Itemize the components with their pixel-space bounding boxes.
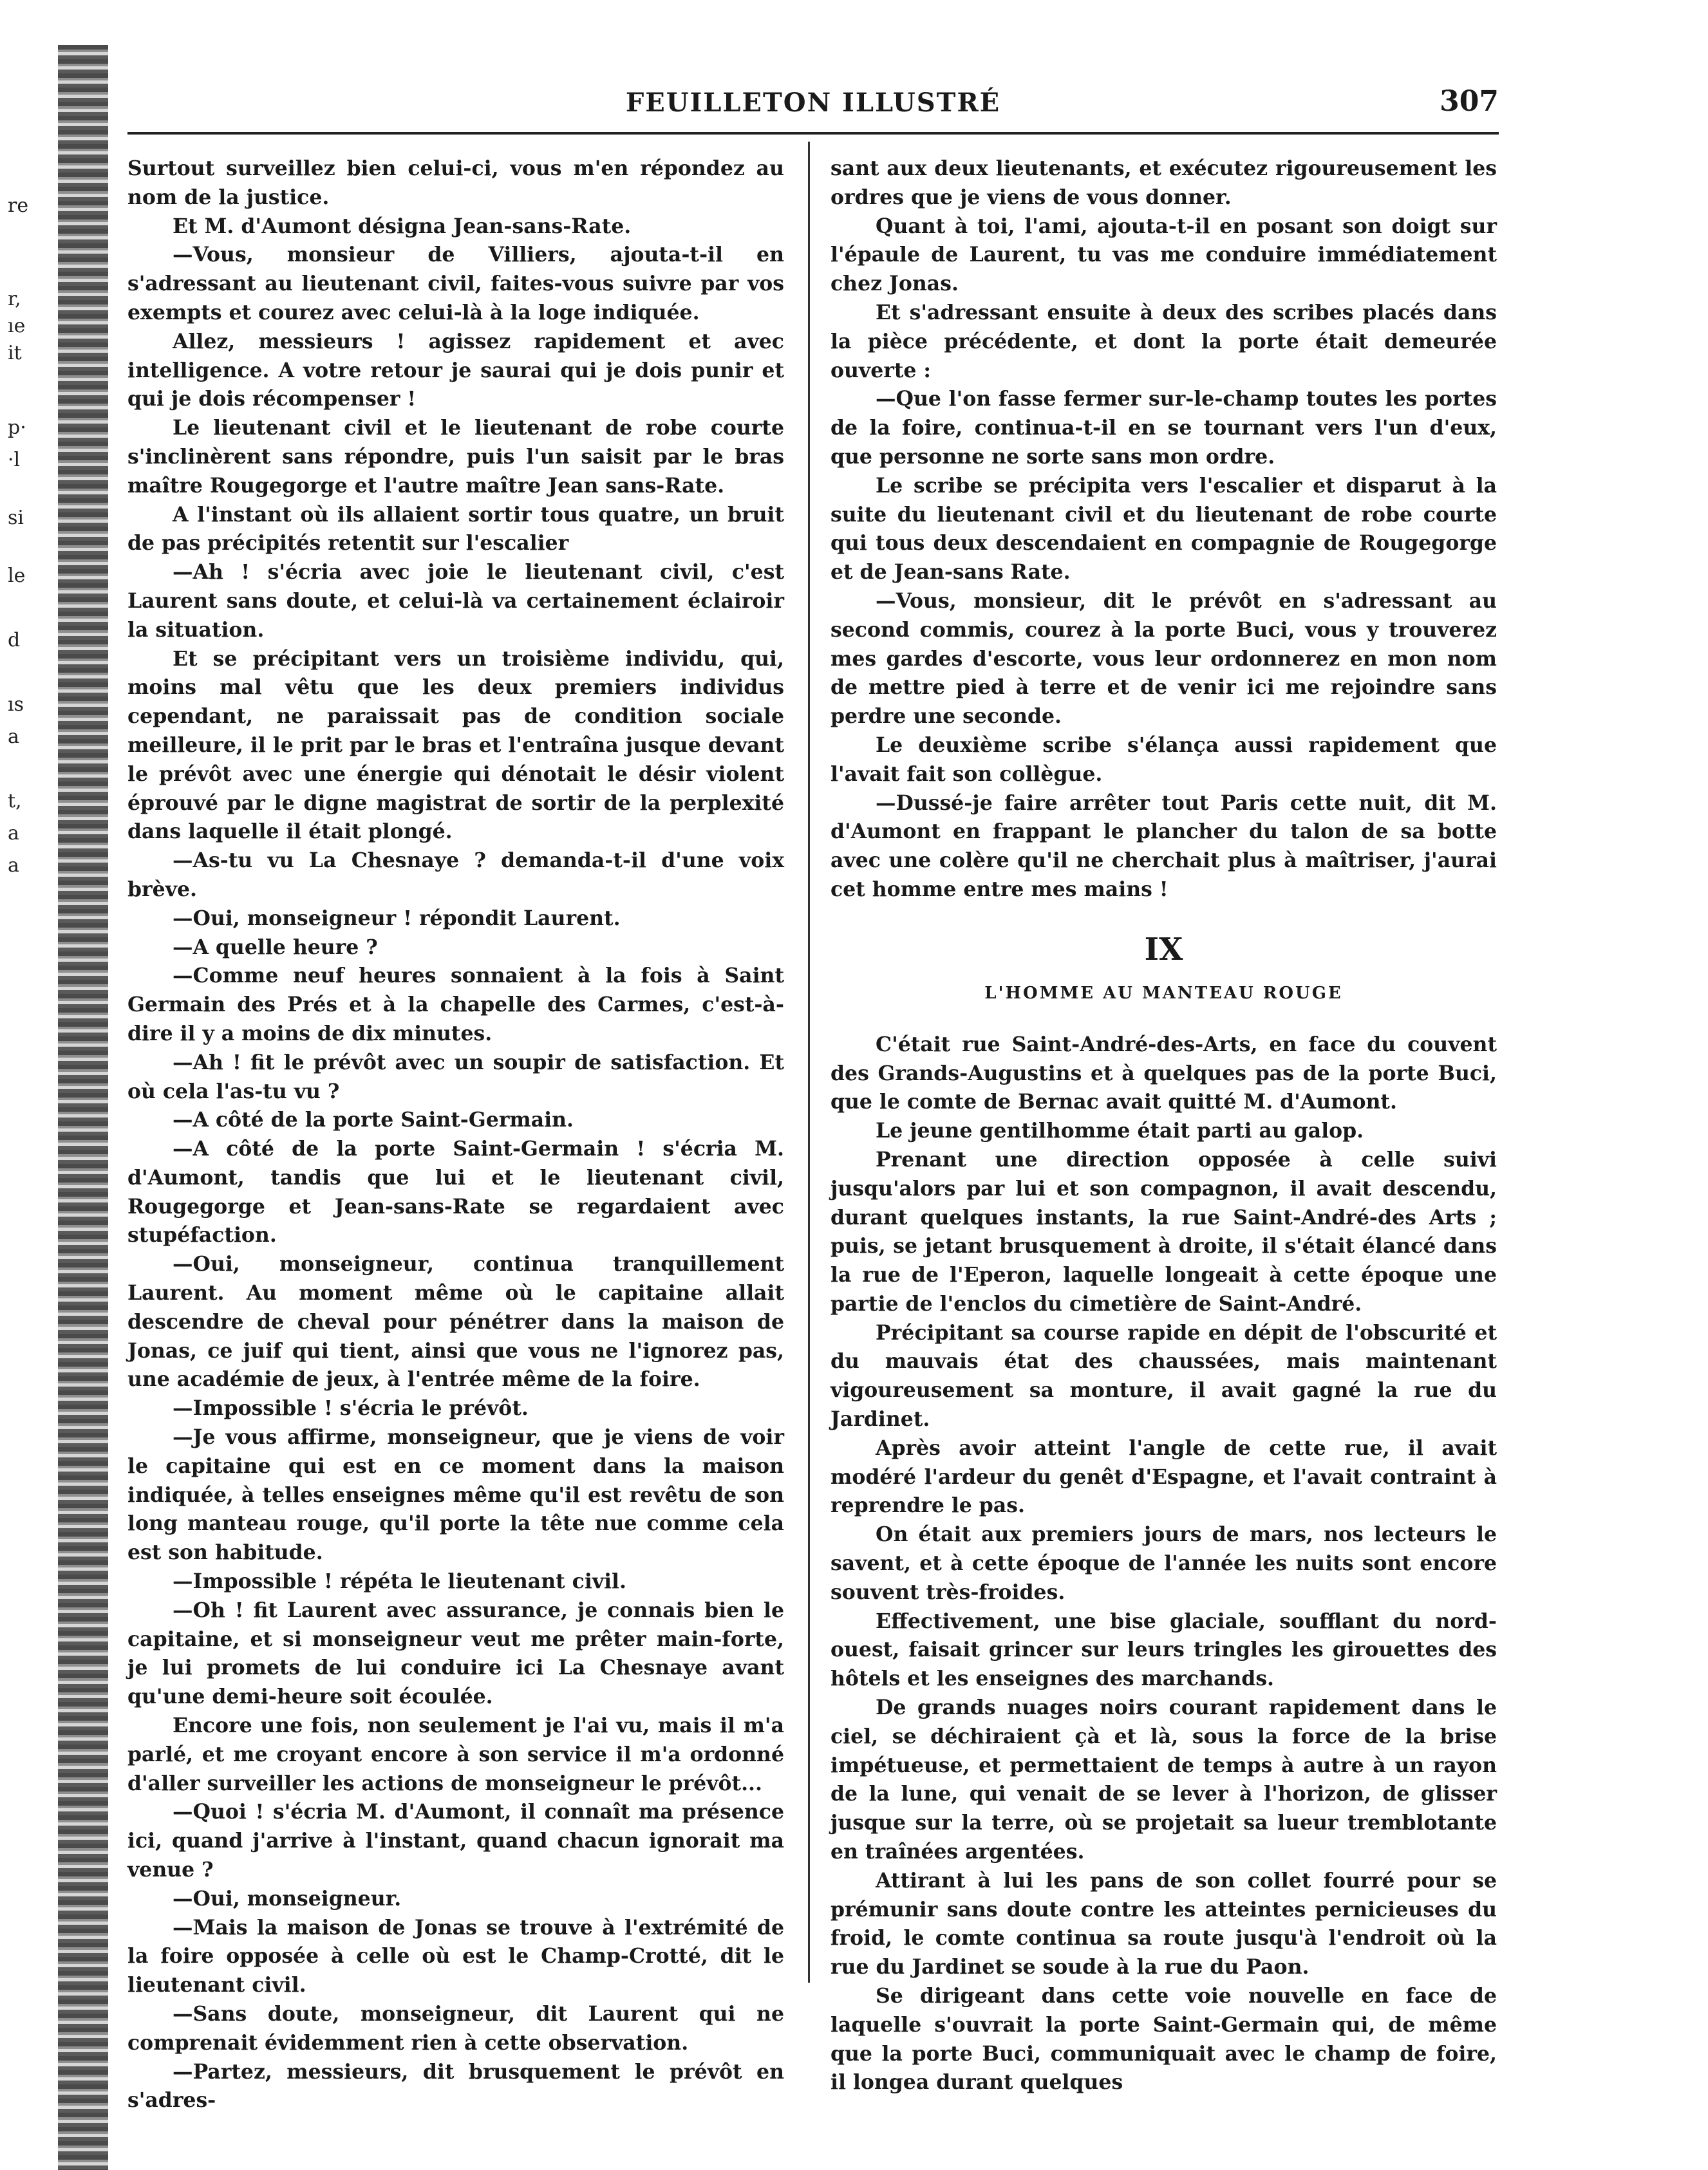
page-number: 307 [1440, 85, 1499, 118]
page-binding-edge [58, 45, 108, 2170]
paragraph: Le scribe se précipita vers l'escalier et disparut à la suite du lieutenant civil et du lieutenant de robe courte qui tous deux descendaient en compagnie de Rougegorge et de Jean-sans Rate. [831, 473, 1497, 585]
paragraph: Effectivement, une bise glaciale, soufflant du nord-ouest, faisait grincer sur leurs tringles les girouettes des hôtels et les enseignes des marchands. [831, 1609, 1497, 1691]
margin-fragment: a [8, 854, 19, 877]
paragraph: —Impossible ! s'écria le prévôt. [173, 1396, 529, 1421]
paragraph: —Mais la maison de Jonas se trouve à l'extrémité de la foire opposée à celle où est le Champ-Crotté, dit le lieutenant civil. [127, 1915, 784, 1997]
margin-fragment: d [8, 629, 21, 651]
paragraph: —Vous, monsieur de Villiers, ajouta-t-il en s'adressant au lieutenant civil, faites-vous suivre par vos exempts et courez avec celui-là à la loge indiquée. [127, 243, 784, 324]
paragraph: —A quelle heure ? [173, 935, 378, 959]
paragraph: —Impossible ! répéta le lieutenant civil. [173, 1569, 626, 1594]
margin-fragment: a [8, 725, 19, 748]
margin-fragment: ıe [8, 315, 26, 337]
paragraph: —A côté de la porte Saint-Germain ! s'écria M. d'Aumont, tandis que lui et le lieutenant civil, Rougegorge et Jean-sans-Rate se regardaient avec stupéfaction. [127, 1137, 784, 1248]
margin-fragment: le [8, 565, 26, 587]
paragraph: Encore une fois, non seulement je l'ai vu, mais il m'a parlé, et me croyant encore à son service il m'a ordonné d'aller surveiller les actions de monseigneur le prévôt... [127, 1714, 784, 1795]
paragraph: On était aux premiers jours de mars, nos lecteurs le savent, et à cette époque de l'année les nuits sont encore souvent très-froides. [831, 1522, 1497, 1604]
paragraph: Surtout surveillez bien celui-ci, vous m'en répondez au nom de la justice. [127, 156, 784, 209]
paragraph: Et se précipitant vers un troisième individu, qui, moins mal vêtu que les deux premiers individus cependant, ne paraissait pas de condition sociale meilleure, il le prit par le bras et l'entraîna jusque devant le prévôt avec une énergie qui dénotait le désir violent éprouvé par le digne magistrat de sortir de la perplexité dans laquelle il était plongé. [127, 646, 784, 844]
chapter-title: L'HOMME AU MANTEAU ROUGE [984, 983, 1343, 1003]
paragraph: Précipitant sa course rapide en dépit de l'obscurité et du mauvais état des chaussées, mais maintenant vigoureusement sa monture, il avait gagné la rue du Jardinet. [831, 1320, 1497, 1432]
paragraph: —Je vous affirme, monseigneur, que je viens de voir le capitaine qui est en ce moment dans la maison indiquée, à telles enseignes même qu'il est revêtu de son long manteau rouge, qu'il porte la tête nue comme cela est son habitude. [127, 1425, 784, 1565]
chapter-number: IX [1144, 931, 1183, 968]
paragraph: —Comme neuf heures sonnaient à la fois à Saint Germain des Prés et à la chapelle des Carmes, c'est-à-dire il y a moins de dix minutes. [127, 964, 784, 1045]
margin-fragment: si [8, 507, 24, 529]
paragraph: Et M. d'Aumont désigna Jean-sans-Rate. [173, 214, 632, 238]
margin-fragment: p· [8, 416, 26, 439]
margin-fragment: ·l [8, 449, 21, 471]
header-rule [127, 132, 1499, 135]
paragraph: —Vous, monsieur, dit le prévôt en s'adressant au second commis, courez à la porte Buci, vous y trouverez mes gardes d'escorte, vous leur ordonnerez en mon nom de mettre pied à terre et de venir ici me rejoindre sans perdre une seconde. [831, 588, 1497, 729]
paragraph: —Oui, monseigneur ! répondit Laurent. [173, 906, 621, 930]
paragraph: —Quoi ! s'écria M. d'Aumont, il connaît ma présence ici, quand j'arrive à l'instant, quand chacun ignorait ma venue ? [127, 1800, 784, 1882]
left-column [127, 154, 784, 2115]
paragraph: Après avoir atteint l'angle de cette rue, il avait modéré l'ardeur du genêt d'Espagne, et l'avait contraint à reprendre le pas. [831, 1436, 1497, 1518]
paragraph: Le jeune gentilhomme était parti au galop. [876, 1119, 1364, 1143]
paragraph: —Oui, monseigneur. [173, 1886, 402, 1911]
margin-fragment: r, [8, 288, 21, 310]
paragraph: —As-tu vu La Chesnaye ? demanda-t-il d'une voix brève. [127, 848, 784, 901]
paragraph: Attirant à lui les pans de son collet fourré pour se prémunir sans doute contre les atteintes pernicieuses du froid, le comte continua sa route jusqu'à l'endroit où la rue du Jardinet se soude à la rue du Paon. [831, 1868, 1497, 1979]
paragraph: Allez, messieurs ! agissez rapidement et avec intelligence. A votre retour je saurai qui je dois punir et qui je dois récompenser ! [127, 329, 784, 411]
paragraph: —A côté de la porte Saint-Germain. [173, 1108, 574, 1132]
margin-fragment: re [8, 194, 29, 217]
paragraph: Et s'adressant ensuite à deux des scribes placés dans la pièce précédente, et dont la porte était demeurée ouverte : [831, 300, 1497, 382]
margin-fragment: ıs [8, 693, 24, 716]
paragraph: sant aux deux lieutenants, et exécutez rigoureusement les ordres que je viens de vous donner. [831, 156, 1497, 209]
paragraph: Le deuxième scribe s'élança aussi rapidement que l'avait fait son collègue. [831, 733, 1497, 786]
paragraph: —Sans doute, monseigneur, dit Laurent qui ne comprenait évidemment rien à cette observation. [127, 2002, 784, 2055]
paragraph: A l'instant où ils allaient sortir tous quatre, un bruit de pas précipités retentit sur l'escalier [127, 502, 784, 556]
paragraph: —Oh ! fit Laurent avec assurance, je connais bien le capitaine, et si monseigneur veut me prêter main-forte, je lui promets de lui conduire ici La Chesnaye avant qu'une demi-heure soit écoulée. [127, 1598, 784, 1709]
running-header [127, 82, 1499, 134]
paragraph: —Ah ! fit le prévôt avec un soupir de satisfaction. Et où cela l'as-tu vu ? [127, 1050, 784, 1103]
paragraph: —Oui, monseigneur, continua tranquillement Laurent. Au moment même où le capitaine allait descendre de cheval pour pénétrer dans la maison de Jonas, ce juif qui tient, ainsi que vous ne l'ignorez pas, une académie de jeux, à l'entrée même de la foire. [127, 1252, 784, 1392]
margin-fragment: a [8, 822, 19, 845]
paragraph: —Dussé-je faire arrêter tout Paris cette nuit, dit M. d'Aumont en frappant le plancher du talon de sa botte avec une colère qu'il ne cherchait plus à maîtriser, j'aurai cet homme entre mes mains ! [831, 790, 1497, 901]
margin-fragment: it [8, 342, 22, 364]
paragraph: Prenant une direction opposée à celle suivi jusqu'alors par lui et son compagnon, il avait descendu, durant quelques instants, la rue Saint-André-des Arts ; puis, se jetant brusquement à droite, il s'était élancé dans la rue de l'Eperon, laquelle longeait à cette époque une partie de l'enclos du cimetière de Saint-André. [831, 1147, 1497, 1316]
paragraph: Se dirigeant dans cette voie nouvelle en face de laquelle s'ouvrait la porte Saint-Germain qui, de même que la porte Buci, communiquait avec le champ de foire, il longea durant quelques [831, 1984, 1497, 2095]
paragraph: —Ah ! s'écria avec joie le lieutenant civil, c'est Laurent sans doute, et celui-là va certainement éclairoir la situation. [127, 560, 784, 642]
paragraph: —Que l'on fasse fermer sur-le-champ toutes les portes de la foire, continua-t-il en se tournant vers l'un d'eux, que personne ne sorte sans mon ordre. [831, 387, 1497, 469]
running-title: FEUILLETON ILLUSTRÉ [625, 88, 1001, 118]
paragraph: De grands nuages noirs courant rapidement dans le ciel, se déchiraient çà et là, sous la force de la brise impétueuse, et permettaient de temps à autre à un rayon de la lune, qui venait de se lever à l'horizon, de glisser jusque sur la terre, où se projetait sa lueur tremblotante en traînées argentées. [831, 1696, 1497, 1864]
margin-fragment: t, [8, 790, 22, 812]
paragraph: Quant à toi, l'ami, ajouta-t-il en posant son doigt sur l'épaule de Laurent, tu vas me conduire immédiatement chez Jonas. [831, 214, 1497, 296]
column-divider [808, 142, 810, 1983]
right-column [831, 154, 1497, 2097]
paragraph: —Partez, messieurs, dit brusquement le prévôt en s'adres- [127, 2059, 784, 2113]
paragraph: C'était rue Saint-André-des-Arts, en face du couvent des Grands-Augustins et à quelques pas de la porte Buci, que le comte de Bernac avait quitté M. d'Aumont. [831, 1032, 1497, 1114]
paragraph: Le lieutenant civil et le lieutenant de robe courte s'inclinèrent sans répondre, puis l'un saisit par le bras maître Rougegorge et l'autre maître Jean sans-Rate. [127, 416, 784, 498]
